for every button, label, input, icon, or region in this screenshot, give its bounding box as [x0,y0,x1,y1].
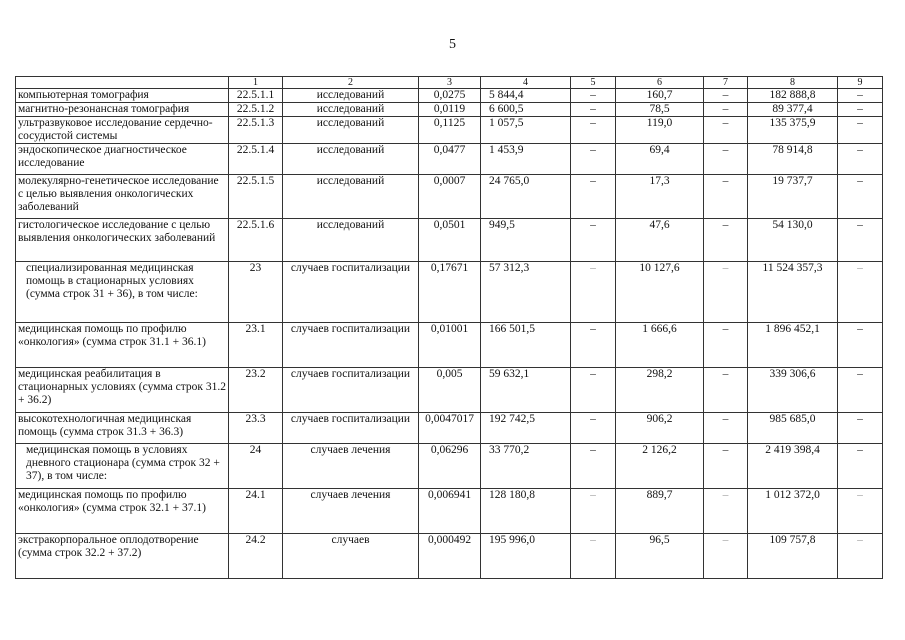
row-col3: 0,0007 [419,175,481,219]
row-col4: 6 600,5 [481,103,571,117]
row-col9: – [838,89,883,103]
row-col7: – [704,175,748,219]
row-code: 23 [229,262,283,323]
row-col7: – [704,368,748,413]
row-code: 22.5.1.3 [229,117,283,144]
row-col7: – [704,489,748,534]
row-code: 23.1 [229,323,283,368]
row-col8: 2 419 398,4 [748,444,838,489]
row-col4: 192 742,5 [481,413,571,444]
row-col9: – [838,103,883,117]
row-name: молекулярно-генетическое исследование с целью выявления онкологических заболеваний [16,175,229,219]
row-col5: – [571,413,616,444]
row-col7: – [704,534,748,579]
row-code: 23.2 [229,368,283,413]
row-col5: – [571,368,616,413]
table-row [16,144,883,175]
row-unit: исследований [283,89,419,103]
row-col9: – [838,413,883,444]
row-col6: 906,2 [616,413,704,444]
row-col8: 11 524 357,3 [748,262,838,323]
row-name: медицинская помощь по профилю «онкология» (сумма строк 32.1 + 37.1) [16,489,229,534]
row-code: 24.1 [229,489,283,534]
row-col8: 109 757,8 [748,534,838,579]
row-col7: – [704,89,748,103]
row-col3: 0,000492 [419,534,481,579]
row-col7: – [704,413,748,444]
row-col5: – [571,175,616,219]
row-col5: – [571,489,616,534]
row-col9: – [838,444,883,489]
row-col4: 949,5 [481,219,571,262]
row-unit: случаев госпитализации [283,262,419,323]
row-col4: 195 996,0 [481,534,571,579]
data-table [15,76,883,579]
row-col3: 0,006941 [419,489,481,534]
row-col9: – [838,489,883,534]
row-col9: – [838,175,883,219]
row-col8: 78 914,8 [748,144,838,175]
row-col6: 298,2 [616,368,704,413]
table-row [16,117,883,144]
row-unit: исследований [283,219,419,262]
header-cell: 8 [748,77,838,89]
row-col4: 59 632,1 [481,368,571,413]
row-col7: – [704,144,748,175]
row-code: 24 [229,444,283,489]
row-col5: – [571,444,616,489]
row-col7: – [704,219,748,262]
header-cell: 3 [419,77,481,89]
row-col6: 1 666,6 [616,323,704,368]
row-col6: 96,5 [616,534,704,579]
row-col7: – [704,444,748,489]
row-col5: – [571,144,616,175]
table-row [16,413,883,444]
row-col6: 10 127,6 [616,262,704,323]
header-cell: 2 [283,77,419,89]
table-row [16,103,883,117]
table-row [16,444,883,489]
row-col8: 89 377,4 [748,103,838,117]
row-unit: случаев госпитализации [283,413,419,444]
row-name: экстракорпоральное оплодотворение (сумма строк 32.2 + 37.2) [16,534,229,579]
row-col6: 17,3 [616,175,704,219]
header-cell: 5 [571,77,616,89]
row-col3: 0,1125 [419,117,481,144]
row-col5: – [571,219,616,262]
row-col8: 1 012 372,0 [748,489,838,534]
header-cell: 1 [229,77,283,89]
row-col5: – [571,534,616,579]
row-col3: 0,01001 [419,323,481,368]
row-name: магнитно-резонансная томография [16,103,229,117]
row-unit: исследований [283,175,419,219]
row-unit: исследований [283,117,419,144]
row-col5: – [571,117,616,144]
header-cell: 6 [616,77,704,89]
row-name: компьютерная томография [16,89,229,103]
row-col9: – [838,368,883,413]
row-col3: 0,0047017 [419,413,481,444]
row-col5: – [571,323,616,368]
row-col5: – [571,89,616,103]
row-code: 23.3 [229,413,283,444]
row-col6: 889,7 [616,489,704,534]
row-col8: 339 306,6 [748,368,838,413]
header-cell: 7 [704,77,748,89]
row-col4: 1 453,9 [481,144,571,175]
row-name: ультразвуковое исследование сердечно-сосудистой системы [16,117,229,144]
row-unit: случаев госпитализации [283,368,419,413]
row-col3: 0,0119 [419,103,481,117]
row-col3: 0,005 [419,368,481,413]
row-col7: – [704,103,748,117]
row-unit: исследований [283,103,419,117]
table-header-row [16,77,883,89]
row-col4: 1 057,5 [481,117,571,144]
row-col9: – [838,534,883,579]
table-row [16,368,883,413]
row-col6: 69,4 [616,144,704,175]
row-col3: 0,0477 [419,144,481,175]
row-col8: 54 130,0 [748,219,838,262]
row-unit: исследований [283,144,419,175]
page-number: 5 [449,37,456,52]
row-col8: 135 375,9 [748,117,838,144]
row-col6: 47,6 [616,219,704,262]
row-name: высокотехнологичная медицинская помощь (сумма строк 31.3 + 36.3) [16,413,229,444]
row-name: специализированная медицинская помощь в стационарных условиях (сумма строк 31 + 36), в том числе: [16,262,229,323]
table-row [16,89,883,103]
row-col7: – [704,262,748,323]
row-col8: 985 685,0 [748,413,838,444]
header-cell: 9 [838,77,883,89]
row-col3: 0,0501 [419,219,481,262]
table-row [16,534,883,579]
row-col9: – [838,219,883,262]
row-code: 22.5.1.1 [229,89,283,103]
row-code: 22.5.1.2 [229,103,283,117]
row-code: 22.5.1.5 [229,175,283,219]
table-row [16,262,883,323]
row-col4: 5 844,4 [481,89,571,103]
row-col6: 2 126,2 [616,444,704,489]
row-col9: – [838,323,883,368]
row-col6: 119,0 [616,117,704,144]
row-col8: 182 888,8 [748,89,838,103]
row-unit: случаев [283,534,419,579]
row-col3: 0,17671 [419,262,481,323]
row-col4: 166 501,5 [481,323,571,368]
row-col3: 0,0275 [419,89,481,103]
row-col9: – [838,144,883,175]
row-code: 22.5.1.6 [229,219,283,262]
row-col5: – [571,262,616,323]
table-row [16,323,883,368]
row-col9: – [838,117,883,144]
row-unit: случаев госпитализации [283,323,419,368]
row-col8: 19 737,7 [748,175,838,219]
table-row [16,175,883,219]
row-code: 22.5.1.4 [229,144,283,175]
row-col6: 78,5 [616,103,704,117]
row-name: медицинская помощь по профилю «онкология» (сумма строк 31.1 + 36.1) [16,323,229,368]
row-unit: случаев лечения [283,489,419,534]
row-col7: – [704,117,748,144]
row-col3: 0,06296 [419,444,481,489]
row-code: 24.2 [229,534,283,579]
row-col4: 128 180,8 [481,489,571,534]
row-name: эндоскопическое диагностическое исследование [16,144,229,175]
row-name: гистологическое исследование с целью выявления онкологических заболеваний [16,219,229,262]
row-col5: – [571,103,616,117]
row-col9: – [838,262,883,323]
row-name: медицинская помощь в условиях дневного стационара (сумма строк 32 + 37), в том числе: [16,444,229,489]
table-row [16,489,883,534]
header-cell: 4 [481,77,571,89]
row-unit: случаев лечения [283,444,419,489]
table-row [16,219,883,262]
row-col4: 33 770,2 [481,444,571,489]
row-name: медицинская реабилитация в стационарных условиях (сумма строк 31.2 + 36.2) [16,368,229,413]
row-col4: 57 312,3 [481,262,571,323]
row-col7: – [704,323,748,368]
row-col8: 1 896 452,1 [748,323,838,368]
header-cell [16,77,229,89]
row-col4: 24 765,0 [481,175,571,219]
row-col6: 160,7 [616,89,704,103]
